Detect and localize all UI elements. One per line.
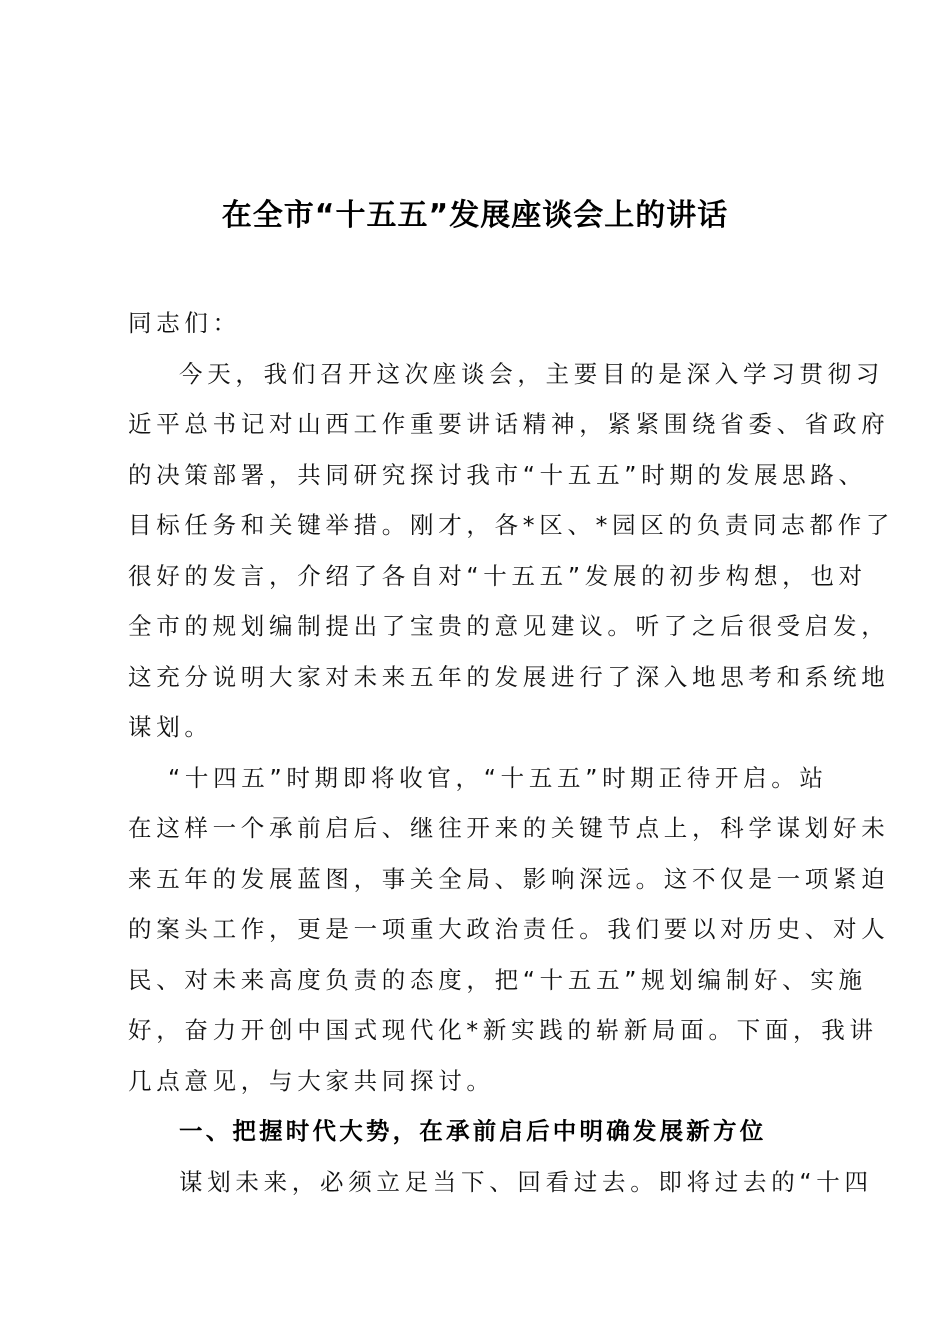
paragraph-line: 目标任务和关键举措。刚才，各*区、*园区的负责同志都作了 [128,511,895,539]
section-heading: 一、把握时代大势，在承前启后中明确发展新方位 [179,1117,767,1145]
paragraph-line: 好，奋力开创中国式现代化*新实践的崭新局面。下面，我讲 [128,1016,878,1044]
paragraph-line: 谋划。 [128,713,213,741]
paragraph-line: 全市的规划编制提出了宝贵的意见建议。听了之后很受启发， [128,612,890,640]
paragraph-line: 来五年的发展蓝图，事关全局、影响深远。这不仅是一项紧迫 [128,864,890,893]
document-title: 在全市“十五五”发展座谈会上的讲话 [221,198,729,233]
paragraph-line: 的决策部署，共同研究探讨我市“十五五”时期的发展思路、 [128,460,867,489]
paragraph-line: 几点意见，与大家共同探讨。 [128,1066,495,1095]
paragraph-line: 民、对未来高度负责的态度，把“十五五”规划编制好、实施 [128,965,867,994]
paragraph-intro [128,349,895,753]
paragraph-line: 的案头工作，更是一项重大政治责任。我们要以对历史、对人 [128,915,890,943]
paragraph-line: 谋划未来，必须立足当下、回看过去。即将过去的“十四 [179,1167,873,1196]
paragraph-line: 这充分说明大家对未来五年的发展进行了深入地思考和系统地 [128,662,890,691]
paragraph-line: 今天，我们召开这次座谈会，主要目的是深入学习贯彻习 [179,359,884,388]
document-body [128,298,895,1207]
paragraph-line: “十四五”时期即将收官，“十五五”时期正待开启。站 [168,763,828,792]
paragraph-line: 近平总书记对山西工作重要讲话精神，紧紧围绕省委、省政府 [128,410,890,438]
paragraph-line: 在这样一个承前启后、继往开来的关键节点上，科学谋划好未 [128,814,890,842]
salutation: 同志们： [128,309,241,337]
paragraph-line: 很好的发言，介绍了各自对“十五五”发展的初步构想，也对 [128,561,867,590]
paragraph-context [128,753,890,1107]
